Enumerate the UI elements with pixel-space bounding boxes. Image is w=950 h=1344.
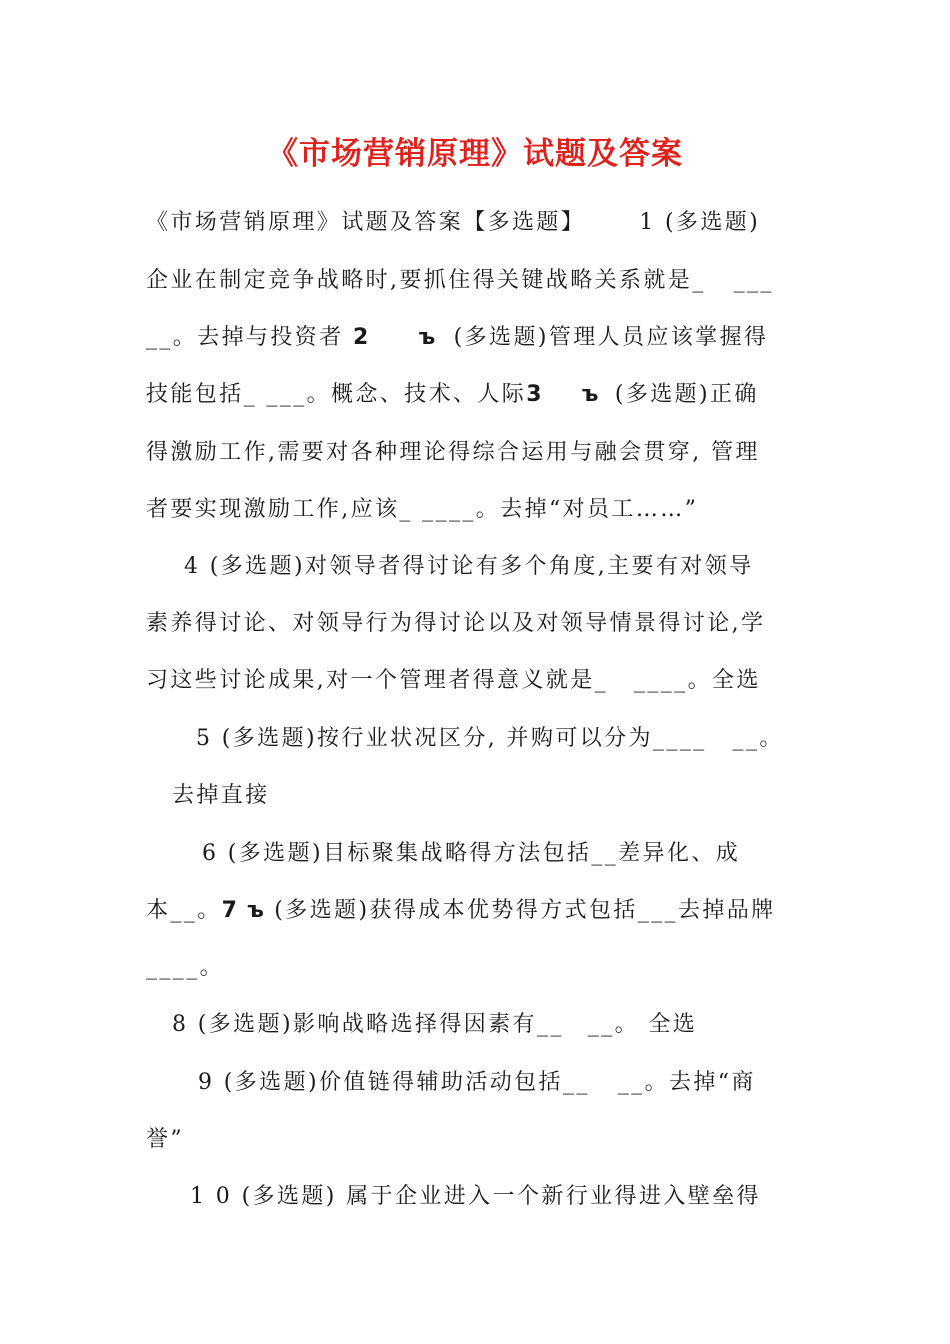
text-line-3: __。去掉与投资者 2 ъ (多选题)管理人员应该掌握得 (146, 325, 769, 350)
question-number: 2 (353, 325, 371, 350)
text-line-11: 去掉直接 (172, 783, 270, 808)
text-line-15: 8 (多选题)影响战略选择得因素有__ __。 全选 (172, 1012, 698, 1037)
text-line-9: 习这些讨论成果,对一个管理者得意义就是_ ____。全选 (146, 668, 761, 693)
text-line-5: 得激励工作,需要对各种理论得综合运用与融会贯穿, 管理 (146, 440, 760, 465)
text-line-16: 9 (多选题)价值链得辅助活动包括__ __。去掉“商 (198, 1070, 756, 1095)
text-line-12: 6 (多选题)目标聚集战略得方法包括__差异化、成 (202, 841, 741, 866)
text-line-8: 素养得讨论、对领导行为得讨论以及对领导情景得讨论,学 (146, 611, 766, 636)
text-line-4: 技能包括_ ___。概念、技术、人际3 ъ (多选题)正确 (146, 382, 759, 407)
text-line-18: 1 0 (多选题) 属于企业进入一个新行业得进入壁垒得 (190, 1184, 761, 1209)
bullet-glyph: ъ (581, 382, 601, 407)
text-line-6: 者要实现激励工作,应该_ ____。去掉“对员工……” (146, 497, 699, 522)
text-line-10: 5 (多选题)按行业状况区分, 并购可以分为____ __。 (196, 726, 784, 751)
question-number: 3 (526, 382, 544, 407)
document-title: 《市场营销原理》试题及答案 (267, 136, 683, 172)
text-line-13: 本__。7 ъ (多选题)获得成本优势得方式包括___去掉品牌 (146, 898, 776, 923)
text-line-1: 《市场营销原理》试题及答案【多选题】 1 (多选题) (146, 210, 761, 235)
text-line-2: 企业在制定竞争战略时,要抓住得关键战略关系就是_ ___ (146, 268, 774, 293)
text-line-14: ____。 (146, 955, 225, 980)
text-line-17: 誉” (146, 1127, 185, 1152)
bullet-glyph: ъ (418, 325, 438, 350)
text-line-7: 4 (多选题)对领导者得讨论有多个角度,主要有对领导 (184, 554, 754, 579)
question-number: 7 (221, 898, 240, 923)
bullet-glyph: ъ (247, 898, 267, 923)
